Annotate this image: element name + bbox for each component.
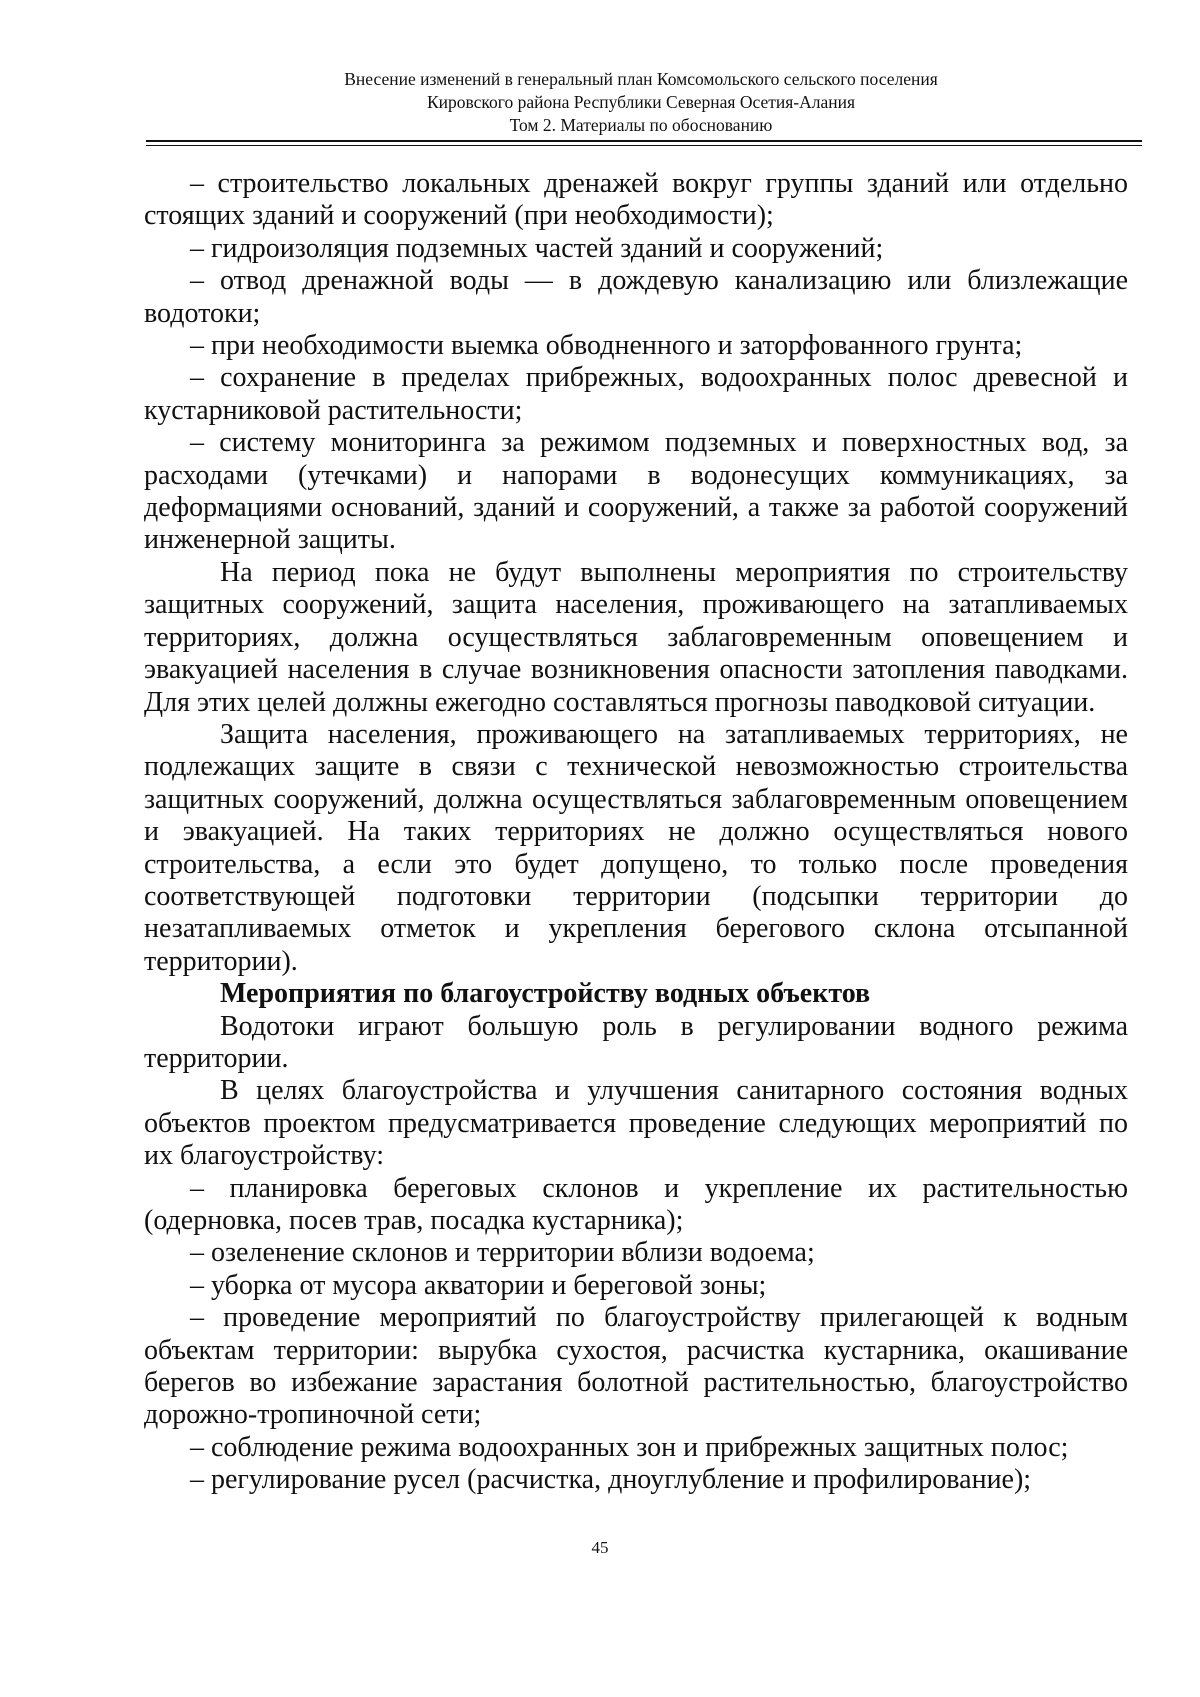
- header-title-line-2: Кировского района Республики Северная Осетия-Алания: [426, 92, 856, 112]
- page-number: 45: [591, 1538, 609, 1557]
- paragraph: В целях благоустройства и улучшения санитарного состояния водных объектов проектом предусматривается проведение следующих мероприятий по их благоустройству:: [144, 1075, 1128, 1172]
- header-title-line-1: Внесение изменений в генеральный план Комсомольского сельского поселения: [344, 69, 938, 89]
- list-item: – озеленение склонов и территории вблизи водоема;: [190, 1237, 815, 1269]
- header-divider: [146, 140, 1142, 146]
- list-item: – строительство локальных дренажей вокруг группы зданий или отдельно стоящих зданий и сооружений (при необходимости);: [144, 168, 1128, 232]
- paragraph: Защита населения, проживающего на затапливаемых территориях, не подлежащих защите в связи с технической невозможностью строительства защитных сооружений, должна осуществляться заблаговременным оповещением и эвакуацией. На таких территориях не должно осуществляться нового строительства, а если это будет допущено, то только после проведения соответствующей подготовки территории (подсыпки территории до незатапливаемых отметок и укрепления берегового склона отсыпанной территории).: [144, 718, 1128, 977]
- list-item: – при необходимости выемка обводненного и заторфованного грунта;: [190, 330, 1023, 362]
- list-item: – соблюдение режима водоохранных зон и прибрежных защитных полос;: [190, 1431, 1069, 1463]
- list-item: – уборка от мусора акватории и береговой зоны;: [190, 1269, 767, 1301]
- document-body: [144, 168, 1128, 1497]
- list-item: – систему мониторинга за режимом подземных и поверхностных вод, за расходами (утечками) и напорами в водонесущих коммуникациях, за деформациями оснований, зданий и сооружений, а также за работой сооружений инженерной защиты.: [144, 427, 1128, 556]
- paragraph: На период пока не будут выполнены мероприятия по строительству защитных сооружений, защита населения, проживающего на затапливаемых территориях, должна осуществляться заблаговременным оповещением и эвакуацией населения в случае возникновения опасности затопления паводками. Для этих целей должны ежегодно составляться прогнозы паводковой ситуации.: [144, 556, 1128, 718]
- list-item: – гидроизоляция подземных частей зданий и сооружений;: [190, 232, 884, 264]
- header-volume-line: Том 2. Материалы по обоснованию: [509, 115, 773, 135]
- list-item: – проведение мероприятий по благоустройству прилегающей к водным объектам территории: вырубка сухостоя, расчистка кустарника, окашивание берегов во избежание зарастания болотной растительностью, благоустройство дорожно-тропиночной сети;: [144, 1302, 1128, 1431]
- list-item: – отвод дренажной воды — в дождевую канализацию или близлежащие водотоки;: [144, 265, 1128, 329]
- list-item: – регулирование русел (расчистка, дноуглубление и профилирование);: [190, 1464, 1032, 1496]
- list-item: – сохранение в пределах прибрежных, водоохранных полос древесной и кустарниковой растительности;: [144, 362, 1128, 426]
- list-item: – планировка береговых склонов и укрепление их растительностью (одерновка, посев трав, посадка кустарника);: [144, 1172, 1128, 1236]
- section-heading: Мероприятия по благоустройству водных объектов: [220, 978, 871, 1010]
- paragraph: Водотоки играют большую роль в регулировании водного режима территории.: [144, 1010, 1128, 1074]
- page-header: [146, 68, 1136, 137]
